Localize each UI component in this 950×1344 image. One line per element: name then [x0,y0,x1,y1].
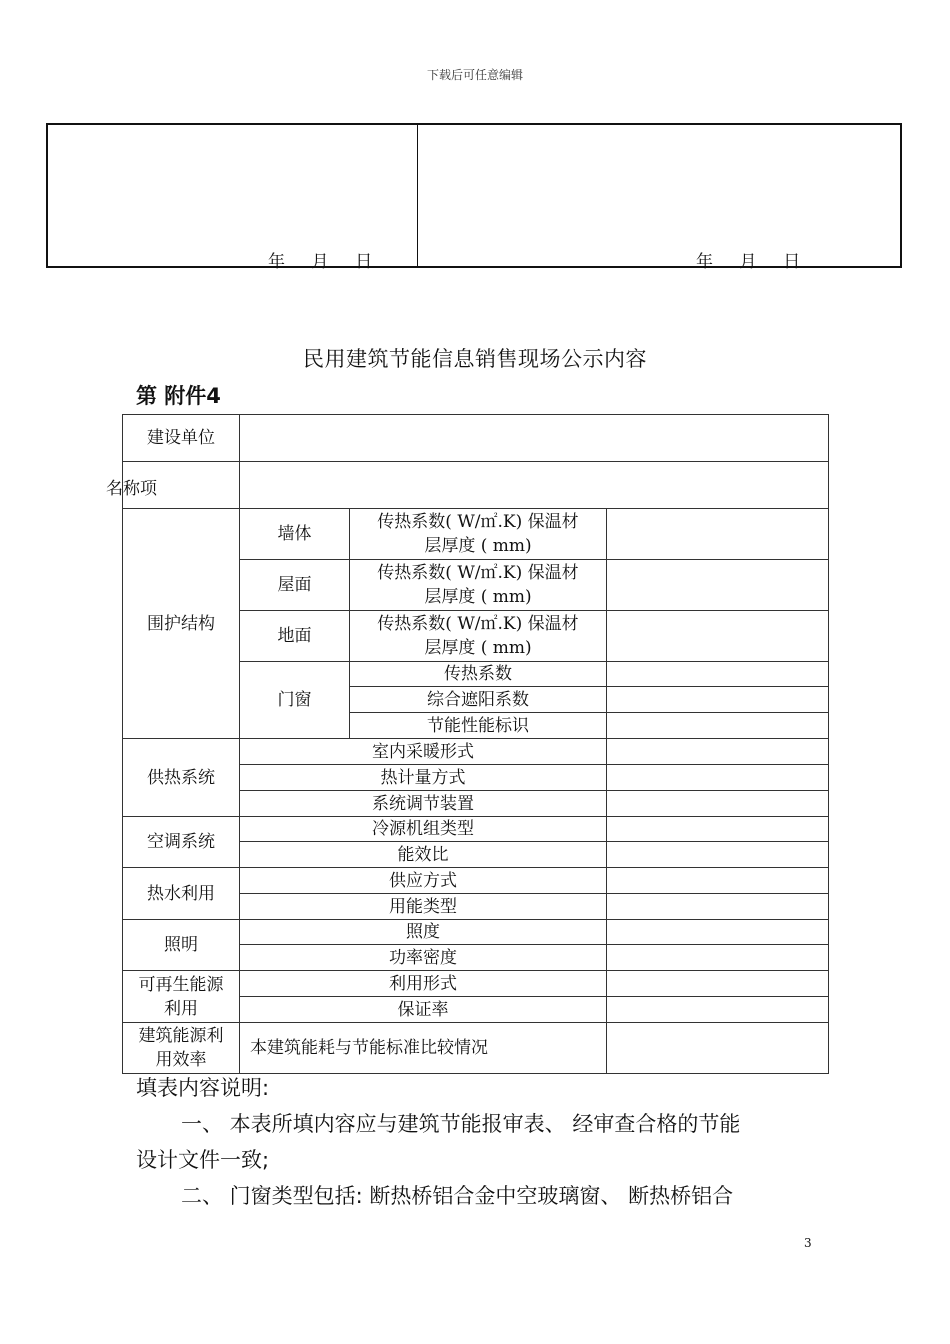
table-row [123,509,829,560]
aircon-label: 空调系统 [123,817,240,868]
roof-label: 屋面 [240,560,350,611]
table-row [123,415,829,462]
table-row [123,817,829,842]
value-cell [607,662,829,687]
page-number: 3 [804,1236,812,1250]
aircon-item: 冷源机组类型 [240,817,607,842]
window-item: 综合遮阳系数 [350,687,607,713]
page-header-note: 下载后可任意编辑 [426,68,523,82]
value-cell [607,817,829,842]
attachment-label: 第 附件4 [136,384,221,408]
renewable-label-line: 利用 [164,998,198,1019]
notes-section [136,1070,826,1214]
value-cell [607,739,829,765]
table-row [123,1023,829,1074]
renewable-item: 利用形式 [240,971,607,997]
value-cell [607,713,829,739]
wall-value-cell [607,509,829,560]
value-cell [607,687,829,713]
notes-heading: 填表内容说明: [136,1076,270,1100]
note-item: 一、 本表所填内容应与建筑节能报审表、 经审查合格的节能 [181,1112,741,1136]
hotwater-label: 热水利用 [123,868,240,920]
efficiency-label-line: 用效率 [155,1050,207,1070]
note-item: 设计文件一致; [136,1148,270,1172]
lighting-item: 功率密度 [240,945,607,971]
project-value-cell [240,462,829,509]
right-signature-date: 年 月 日 [696,252,802,272]
window-item: 节能性能标识 [350,713,607,739]
efficiency-item: 本建筑能耗与节能标准比较情况 [240,1023,607,1074]
signature-divider [417,125,418,266]
wall-param [350,509,607,560]
param-line: 层厚度 ( mm) [424,638,532,658]
table-row [123,739,829,765]
efficiency-label [123,1023,240,1074]
param-line: 传热系数( W/㎡.K) 保温材 [377,563,579,583]
envelope-group-label: 围护结构 [123,509,240,739]
table-row [123,462,829,509]
disclosure-table [122,414,829,1074]
heating-item: 室内采暖形式 [240,739,607,765]
param-line: 层厚度 ( mm) [424,587,532,607]
efficiency-label-line: 建筑能源利 [138,1026,224,1046]
value-cell [607,791,829,817]
table-row [123,971,829,997]
wall-label: 墙体 [240,509,350,560]
value-cell [607,894,829,920]
ground-label: 地面 [240,611,350,662]
window-item: 传热系数 [350,662,607,687]
hotwater-item: 供应方式 [240,868,607,894]
table-row [123,868,829,894]
heating-label: 供热系统 [123,739,240,817]
note-item: 二、 门窗类型包括: 断热桥铝合金中空玻璃窗、 断热桥铝合 [181,1184,734,1208]
lighting-label: 照明 [123,920,240,971]
builder-label: 建设单位 [123,415,240,462]
heating-item: 系统调节装置 [240,791,607,817]
window-label: 门窗 [240,662,350,739]
value-cell [607,765,829,791]
renewable-item: 保证率 [240,997,607,1023]
lighting-item: 照度 [240,920,607,945]
value-cell [607,945,829,971]
aircon-item: 能效比 [240,842,607,868]
param-line: 传热系数( W/㎡.K) 保温材 [377,614,579,634]
project-label: 名称项 [106,479,157,499]
value-cell [607,868,829,894]
param-line: 传热系数( W/㎡.K) 保温材 [377,512,579,532]
param-line: 层厚度 ( mm) [424,536,532,556]
builder-value-cell [240,415,829,462]
renewable-label [123,971,240,1023]
left-signature-date: 年 月 日 [268,252,374,272]
hotwater-item: 用能类型 [240,894,607,920]
heating-item: 热计量方式 [240,765,607,791]
ground-param [350,611,607,662]
value-cell [607,971,829,997]
renewable-label-line: 可再生能源 [138,974,224,995]
value-cell [607,1023,829,1074]
roof-value-cell [607,560,829,611]
ground-value-cell [607,611,829,662]
document-title: 民用建筑节能信息销售现场公示内容 [303,347,647,371]
value-cell [607,920,829,945]
roof-param [350,560,607,611]
table-row [123,920,829,945]
value-cell [607,997,829,1023]
signature-box [46,123,902,272]
value-cell [607,842,829,868]
